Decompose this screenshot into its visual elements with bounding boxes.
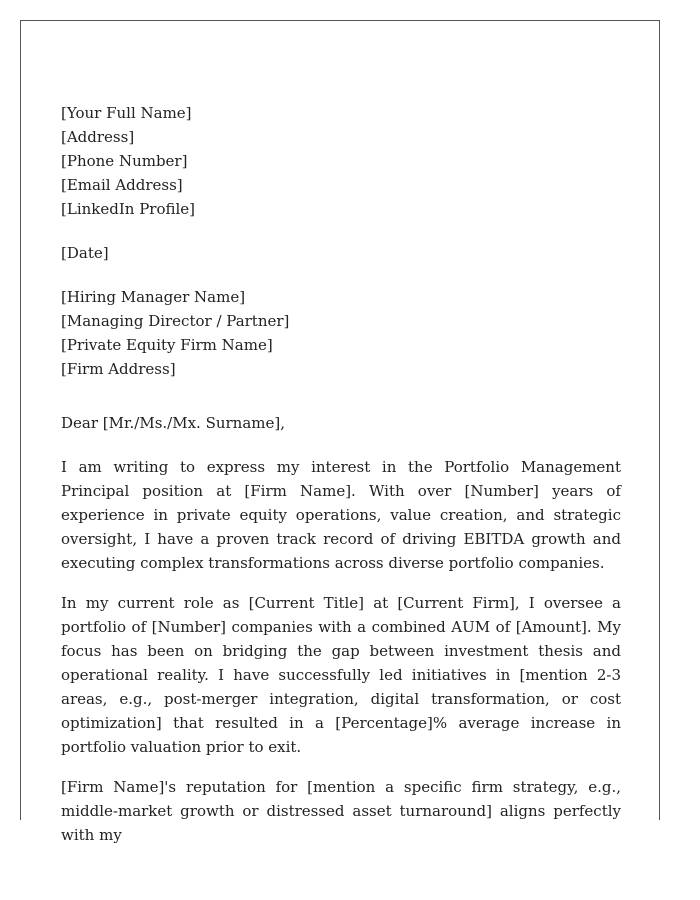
letter-date: [Date] (61, 244, 109, 262)
body-paragraph-2: In my current role as [Current Title] at [Current Firm], I oversee a portfolio of [Number] companies with a combined AUM of [Amount]. My focus has been on bridging the gap between investment thesis and operational reality. I have successfully led initiatives in [mention 2-3 areas, e.g., post-merger integration, digital transformation, or cost optimization] that resulted in a [Percentage]% average increase in portfolio valuation prior to exit. (61, 594, 621, 756)
recipient-title: [Managing Director / Partner] (61, 312, 290, 330)
recipient-block (61, 285, 621, 381)
document-page (20, 20, 660, 844)
salutation: Dear [Mr./Ms./Mx. Surname], (61, 414, 286, 432)
sender-phone: [Phone Number] (61, 152, 188, 170)
sender-block (61, 101, 621, 221)
recipient-firm: [Private Equity Firm Name] (61, 336, 273, 354)
sender-email: [Email Address] (61, 176, 183, 194)
body-paragraph-3: [Firm Name]'s reputation for [mention a specific firm strategy, e.g., middle-market growth or distressed asset turnaround] aligns perfectly with my (61, 778, 621, 844)
sender-address: [Address] (61, 128, 135, 146)
sender-linkedin: [LinkedIn Profile] (61, 200, 196, 218)
body-paragraph-1: I am writing to express my interest in the Portfolio Management Principal position at [Firm Name]. With over [Number] years of experience in private equity operations, value creation, and strategic oversight, I have a proven track record of driving EBITDA growth and executing complex transformations across diverse portfolio companies. (61, 458, 621, 572)
recipient-name: [Hiring Manager Name] (61, 288, 246, 306)
recipient-firm-address: [Firm Address] (61, 360, 176, 378)
sender-name: [Your Full Name] (61, 104, 192, 122)
letter-content (61, 101, 621, 847)
